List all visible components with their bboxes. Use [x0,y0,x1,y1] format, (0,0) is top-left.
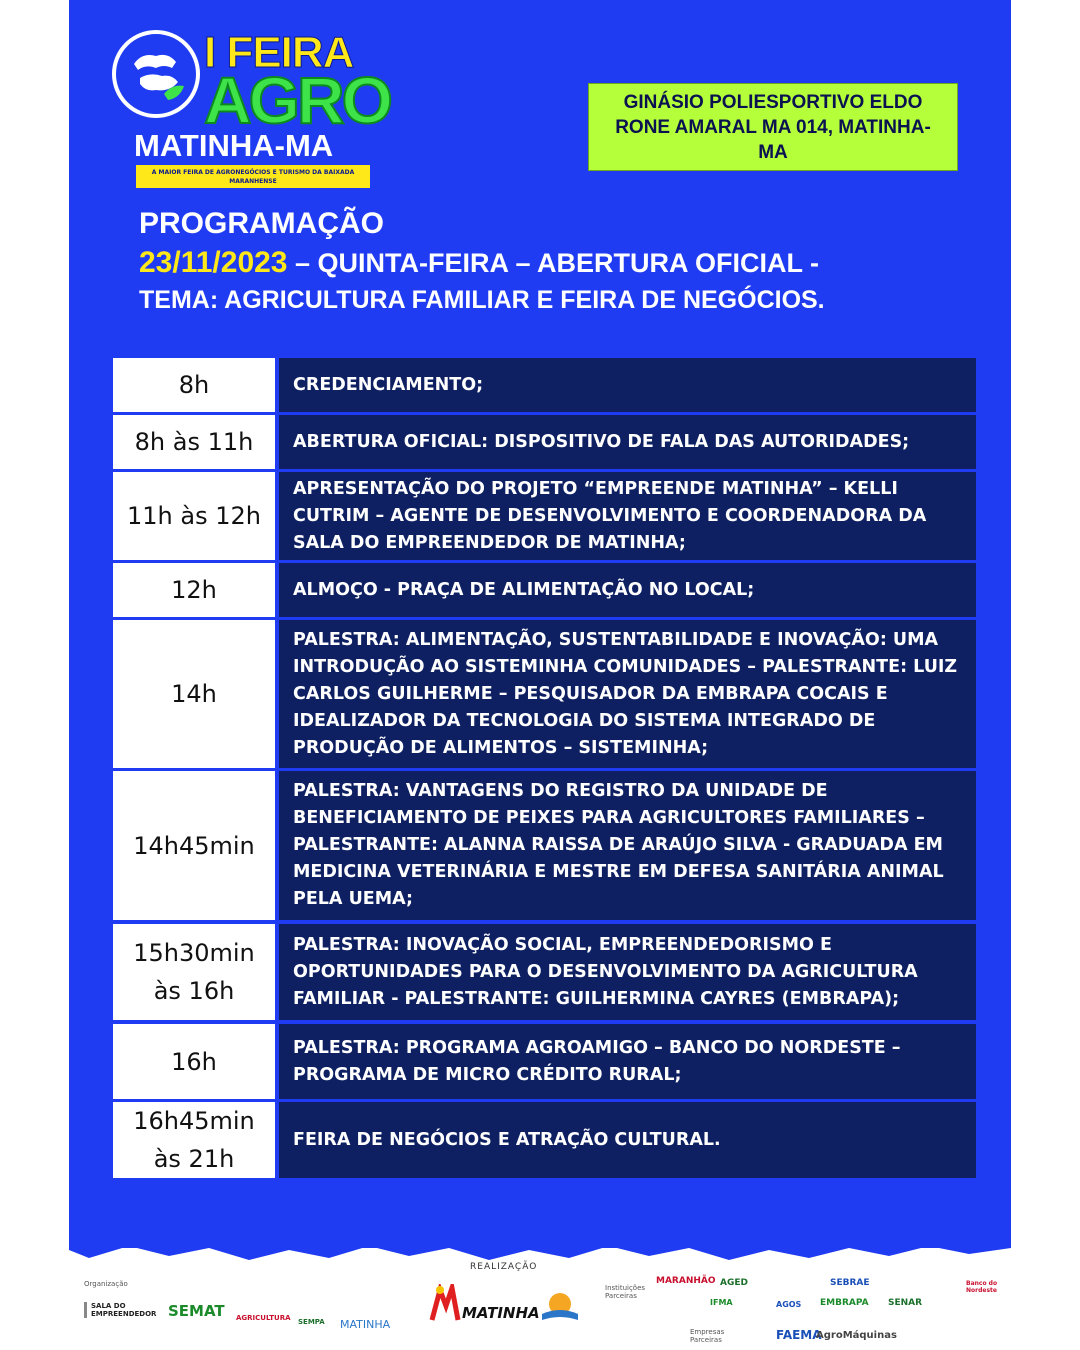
schedule-activity: ALMOÇO - PRAÇA DE ALIMENTAÇÃO NO LOCAL; [279,563,976,617]
schedule-activity: ABERTURA OFICIAL: DISPOSITIVO DE FALA DAS AUTORIDADES; [279,415,976,469]
logo-agos: AGOS [776,1300,802,1309]
program-title: PROGRAMAÇÃO [139,207,384,240]
date-subtitle: – QUINTA-FEIRA – ABERTURA OFICIAL - [287,248,819,278]
logo-sala-empreendedor: SALA DO EMPREENDEDOR [84,1302,169,1318]
instituicoes-label: Instituições Parceiras [605,1284,646,1300]
venue-box: GINÁSIO POLIESPORTIVO ELDO RONE AMARAL MA 014, MATINHA-MA [588,83,958,171]
logo-embrapa: EMBRAPA [820,1298,869,1308]
schedule-activity: PALESTRA: INOVAÇÃO SOCIAL, EMPREENDEDORISMO E OPORTUNIDADES PARA O DESENVOLVIMENTO DA AGRICULTURA FAMILIAR - PALESTRANTE: GUILHERMINA CAYRES (EMBRAPA); [279,924,976,1020]
logo-agromaquinas: AgroMáquinas [816,1330,897,1341]
logo-aged: AGED [720,1278,748,1288]
schedule-row [113,472,976,560]
matinha-emblem-icon [428,1284,462,1324]
sun-logo-icon [538,1284,582,1328]
event-logo [112,28,402,193]
logo-maranhao: MARANHÃO [656,1276,716,1286]
schedule-row [113,1102,976,1178]
event-theme: TEMA: AGRICULTURA FAMILIAR E FEIRA DE NEGÓCIOS. [139,286,825,314]
schedule-row [113,358,976,412]
logo-matinha-main: MATINHA [462,1304,540,1322]
schedule-time: 8h [113,358,275,412]
livestock-emblem-icon [112,30,200,118]
organizacao-label: Organização [84,1280,128,1288]
schedule-row [113,620,976,768]
schedule-time: 14h [113,620,275,768]
schedule-row [113,924,976,1020]
sponsors-footer [0,1262,1080,1350]
schedule-activity: FEIRA DE NEGÓCIOS E ATRAÇÃO CULTURAL. [279,1102,976,1178]
logo-senar: SENAR [888,1298,923,1308]
schedule-activity: PALESTRA: VANTAGENS DO REGISTRO DA UNIDADE DE BENEFICIAMENTO DE PEIXES PARA AGRICULTORES FAMILIARES – PALESTRANTE: ALANNA RAISSA DE ARAÚJO SILVA - GRADUADA EM MEDICINA VETERINÁRIA E MESTRE EM DEFESA SANITÁRIA ANIMAL PELA UEMA; [279,771,976,920]
logo-sebrae: SEBRAE [830,1278,870,1288]
empresas-label: Empresas Parceiras [690,1328,725,1344]
logo-city: MATINHA-MA [134,128,334,163]
logo-sempa: SEMPA [298,1318,325,1326]
logo-ifma: IFMA [710,1298,733,1307]
logo-semat: SEMAT [168,1302,225,1320]
schedule-row [113,771,976,920]
schedule-activity: APRESENTAÇÃO DO PROJETO “EMPREENDE MATINHA” – KELLI CUTRIM – AGENTE DE DESENVOLVIMENTO E COORDENADORA DA SALA DO EMPREENDEDOR DE MATINHA; [279,472,976,560]
logo-title-line2: AGRO [204,63,390,137]
logo-faema: FAEMA [776,1328,822,1342]
schedule-row [113,1024,976,1099]
date-line [139,246,819,280]
schedule-activity: CREDENCIAMENTO; [279,358,976,412]
schedule-time: 8h às 11h [113,415,275,469]
schedule-row [113,563,976,617]
realizacao-label: REALIZAÇÃO [470,1262,538,1272]
schedule-time: 11h às 12h [113,472,275,560]
logo-banco-nordeste: Banco do Nordeste [966,1280,998,1294]
schedule-time: 16h45min às 21h [113,1102,275,1178]
schedule-row [113,415,976,469]
event-date: 23/11/2023 [139,246,288,279]
schedule-activity: PALESTRA: ALIMENTAÇÃO, SUSTENTABILIDADE E INOVAÇÃO: UMA INTRODUÇÃO AO SISTEMINHA COMUNIDADES – PALESTRANTE: LUIZ CARLOS GUILHERME – PESQUISADOR DA EMBRAPA COCAIS E IDEALIZADOR DA TECNOLOGIA DO SISTEMA INTEGRADO DE PRODUÇÃO DE ALIMENTOS – SISTEMINHA; [279,620,976,768]
schedule-activity: PALESTRA: PROGRAMA AGROAMIGO – BANCO DO NORDESTE – PROGRAMA DE MICRO CRÉDITO RURAL; [279,1024,976,1099]
schedule-time: 12h [113,563,275,617]
logo-tagline: A MAIOR FEIRA DE AGRONEGÓCIOS E TURISMO DA BAIXADA MARANHENSE [136,165,370,188]
schedule-time: 14h45min [113,771,275,920]
logo-matinha-small: MATINHA [340,1318,391,1331]
schedule-time: 15h30min às 16h [113,924,275,1020]
logo-agricultura: AGRICULTURA [236,1314,291,1322]
schedule-time: 16h [113,1024,275,1099]
logo-title-line1: I FEIRA [204,28,354,77]
